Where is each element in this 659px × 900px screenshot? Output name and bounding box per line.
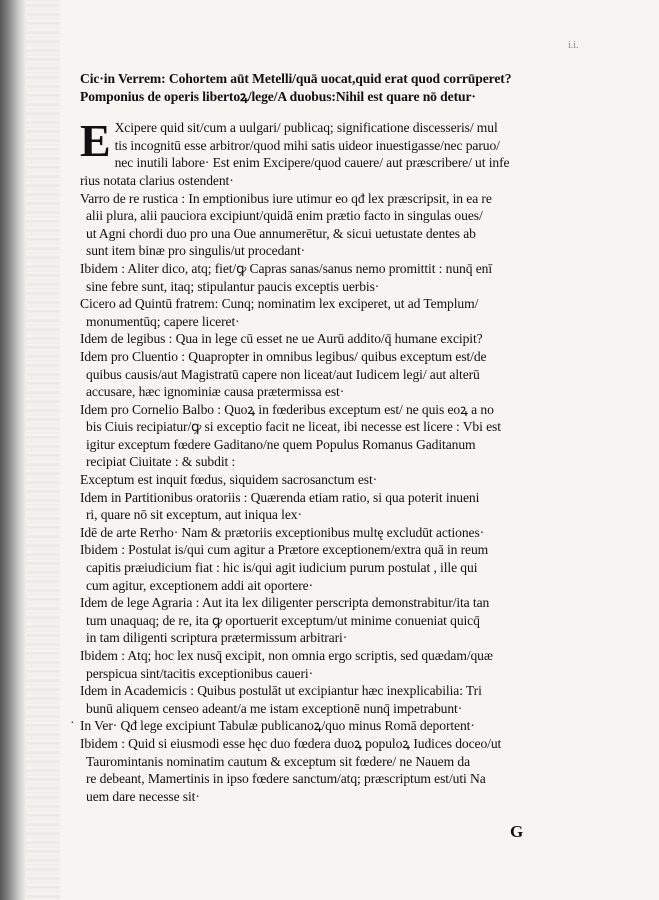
text-line: bis Ciuis recipiatur/ꝙ si exceptio facit ne liceat, ibi necesse est licere : Vbi est bbox=[86, 419, 501, 435]
text-line: accusare, hæc ignominiæ causa prætermissa est· bbox=[86, 384, 345, 400]
text-line: uem dare necesse sit· bbox=[86, 788, 200, 804]
text-line: Ibidem : Aliter dico, atq; fiet/ꝙ Capras sanas/sanus nemo promittit : nunq̄ enī bbox=[80, 260, 493, 276]
intro-paragraph bbox=[80, 115, 580, 189]
text-line: capitis præiudicium fiat : hic is/qui agit iudicium purum postulat , ille qui bbox=[86, 560, 478, 576]
text-line: alii plura, alii pauciora excipiunt/quidā enim prætio facto in singulas oues/ bbox=[86, 208, 483, 224]
text-line: ut Agni chordi duo pro una Oue annumerētur, & sicui uetustate dentes ab bbox=[86, 225, 476, 241]
text-line: igitur exceptum fœdere Gaditano/ne quem Populus Romanus Gaditanum bbox=[86, 436, 476, 452]
heading-block bbox=[80, 70, 580, 105]
text-line: Ibidem : Postulat is/qui cum agitur a Prætore exceptionem/extra quā in reum bbox=[80, 542, 489, 558]
text-line: bunū aliquem censeo adeant/a me istam exceptionē nunq̄ impetrabunt· bbox=[86, 700, 463, 716]
margin-dot: · bbox=[70, 716, 75, 731]
heading-line-1: Cic·in Verrem: Cohortem aūt Metelli/quā uocat,quid erat quod corrūperet? bbox=[80, 71, 512, 86]
text-line: Ibidem : Quid si eiusmodi esse hęc duo fœdera duoꝝ populoꝝ Iudices doceo/ut bbox=[80, 735, 502, 751]
text-line: ri, quare nō sit exceptum, aut iniqua lex· bbox=[86, 507, 302, 523]
text-line: Idem de legibus : Qua in lege cū esset ne ue Aurū addito/q̄ humane excipit? bbox=[80, 331, 483, 347]
text-line: Ibidem : Atq; hoc lex nusq̄ excipit, non omnia ergo scriptis, sed quædam/quæ bbox=[80, 648, 493, 663]
drop-cap-initial: E bbox=[80, 115, 111, 167]
text-line: Idem pro Cluentio : Quapropter in omnibus legibus/ quibus exceptum est/de bbox=[80, 348, 487, 364]
intro-line-1: Xcipere quid sit/cum a uulgari/ publicaq; significatione discesseris/ mul bbox=[114, 120, 498, 136]
text-line: Idem in Partitionibus oratoriis : Quærenda etiam ratio, si qua poterit inueni bbox=[80, 489, 480, 505]
signature-mark: G bbox=[510, 822, 524, 841]
page-text bbox=[80, 70, 580, 805]
text-line: Idem pro Cornelio Balbo : Quoꝝ in fœderibus exceptum est/ ne quis eoꝝ a no bbox=[80, 401, 494, 417]
intro-line-2: tis incognitū esse arbitror/quod mihi satis uideor inuestigasse/nec paruo/ bbox=[114, 137, 500, 153]
text-line: quibus causis/aut Magistratū capere non liceat/aut Iudicem legi/ aut alterū bbox=[86, 366, 480, 382]
text-line: Cicero ad Quintū fratrem: Cunq; nominatim lex exciperet, ut ad Templum/ bbox=[80, 296, 479, 312]
text-line: re debeant, Mamertinis in ipso fœdere sanctum/atq; præscriptum est/uti Na bbox=[86, 771, 486, 787]
text-line: sunt item binæ pro singulis/ut procedant· bbox=[86, 243, 306, 259]
text-line: monumentūq; capere liceret· bbox=[86, 313, 240, 329]
text-line: tum unaquaq; de re, ita ꝙ oportuerit exceptum/ut minime conueniat quicq̄ bbox=[86, 612, 480, 628]
text-line: Exceptum est inquit fœdus, siquidem sacrosanctum est· bbox=[80, 472, 378, 488]
text-line: sine febre sunt, itaq; stipulantur paucis exceptis uerbis· bbox=[86, 278, 380, 294]
text-line: perspicua sint/tacitis exceptionibus caueri· bbox=[86, 665, 313, 681]
text-line: in tam diligenti scriptura prætermissum arbitrari· bbox=[86, 630, 348, 646]
intro-line-3: nec inutili labore· Est enim Excipere/quod cauere/ aut præscribere/ ut infe bbox=[114, 155, 510, 171]
text-line: In Ver· Qđ lege excipiunt Tabulæ publicanoꝝ/quo minus Romā deportent· bbox=[80, 718, 475, 734]
citations-body bbox=[80, 190, 580, 806]
text-line: Varro de re rustica : In emptionibus iure utimur eo qđ lex præscripsit, in ea re bbox=[80, 190, 492, 206]
heading-line-2: Pomponius de operis libertoꝝ/lege/A duobus:Nihil est quare nō detur· bbox=[80, 88, 476, 104]
text-line: Idem in Academicis : Quibus postulāt ut excipiantur hæc inexplicabilia: Tri bbox=[80, 683, 482, 699]
text-line: cum agitur, exceptionem addi ait oportere· bbox=[86, 577, 314, 593]
text-line: Idem de lege Agraria : Aut ita lex diligenter perscripta demonstrabitur/ita tan bbox=[80, 595, 490, 611]
text-line: recipiat Ciuitate : & subdit : bbox=[86, 454, 236, 470]
text-line: Tauromintanis nominatim cautum & exceptum sit fœdere/ ne Nauem da bbox=[86, 753, 471, 769]
text-line: Idē de arte Rетho· Nam & prætoriis exceptionibus multę excludūt actiones· bbox=[80, 524, 485, 540]
intro-line-4: rius notata clarius ostendent· bbox=[80, 172, 234, 188]
binding-gutter bbox=[0, 0, 26, 900]
gutter-shadow bbox=[26, 0, 60, 900]
marginal-note: i.i. bbox=[568, 40, 579, 51]
